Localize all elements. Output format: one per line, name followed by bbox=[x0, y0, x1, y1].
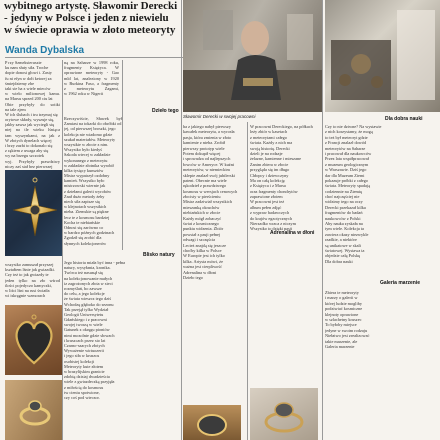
gold-pendant-image bbox=[183, 405, 241, 440]
text-line: Wszystko było kiedyś bbox=[64, 147, 102, 153]
text-line: świata. Każdy z nich ma bbox=[250, 140, 293, 146]
text-line: codziennie na Ziemię bbox=[325, 188, 362, 194]
text-line: w 1962 roku w Nigerii bbox=[64, 91, 104, 97]
text-line: mistrzowski wiernie jak bbox=[64, 183, 106, 189]
text-line: i kruszcach przez sto lat bbox=[64, 337, 106, 343]
text-line: pasja, która zmienia w złoto bbox=[183, 134, 232, 140]
text-line: podziwiać kosmiczne bbox=[325, 306, 363, 312]
text-line: do celu, a jego kolekcje bbox=[64, 291, 105, 297]
text-line: swojej tworzą w wiele bbox=[64, 322, 103, 328]
text-line: której ludzie mogliby bbox=[325, 300, 362, 306]
text-line: zawiera okazy niezwykle bbox=[325, 231, 369, 237]
text-line: powstał z pasji pełnej bbox=[183, 231, 221, 237]
subhead-blisko-natury: Blisko natury bbox=[143, 252, 175, 258]
text-line: Dla dobra nauki bbox=[325, 258, 353, 264]
text-line: Geologii Uniwersytetu bbox=[64, 311, 104, 317]
photo-caption: Sławomir Derecki w swojej pracowni bbox=[183, 114, 256, 119]
text-line: widzimy tego na oczy bbox=[325, 199, 363, 205]
text-line: szukał materiałów. Meteoryty bbox=[64, 136, 116, 142]
article-column-4 bbox=[250, 124, 318, 232]
text-line: rękodzieł z prawdziwego bbox=[183, 183, 227, 189]
text-line: niej na tle wieku lśniąca bbox=[5, 127, 60, 133]
text-line: ba z jakiego nabył pierwszy bbox=[183, 124, 231, 129]
text-line: w szlachetny kruszec bbox=[325, 316, 362, 322]
text-line: Jego historia miała być inna - pełna bbox=[64, 260, 126, 265]
text-line: i marzy o galerii w bbox=[325, 295, 358, 301]
text-line: śmiejdziemy zbe bbox=[5, 80, 34, 86]
text-line: z Francji znalazł dowód bbox=[325, 140, 367, 146]
text-line: taki sie ha z wiele mieców bbox=[5, 85, 51, 91]
text-line: patent. Obecnie ma wiele bbox=[183, 177, 227, 183]
text-line: album pełen zdjęć bbox=[250, 204, 282, 210]
author-byline: Wanda Dybalska bbox=[5, 45, 85, 56]
text-line: ważna jest cierpliwość bbox=[183, 264, 222, 270]
subhead-adrenalina: Adrenalina w dłoni bbox=[270, 230, 315, 236]
headline-line: wybitnego artystę. Sławomir Derecki bbox=[4, 0, 178, 12]
text-line: na tale zjem bbox=[5, 106, 26, 112]
text-line: Mistrz wypatrzył ozdobny bbox=[64, 173, 110, 179]
gold-pendant-icon bbox=[183, 405, 241, 440]
article-headline bbox=[0, 0, 189, 40]
text-line: Przez lata współpracował bbox=[325, 156, 369, 162]
text-line: na kolekcjonowanie małych bbox=[64, 275, 113, 281]
text-line: lecz te z kosmosu bardziej bbox=[64, 214, 110, 220]
text-line: Rzeczywiście, Sławek był bbox=[64, 116, 122, 121]
text-line: swoją historię. Derecki bbox=[250, 145, 290, 151]
text-line: kamień. Wszystko było bbox=[64, 178, 105, 184]
text-line: Zamiast na tokarki do obróbki od bbox=[64, 121, 122, 127]
text-line: kształtem lśnie jak gwiazdki. bbox=[5, 267, 55, 273]
text-line: wi iskręgnie wzmorach bbox=[5, 293, 46, 299]
text-line: dar dla Muzeum Ziemi bbox=[325, 172, 365, 178]
text-line: Zbiera te meteoryty bbox=[325, 290, 359, 295]
text-line: fu ni efyn w dołi ketorej za bbox=[5, 75, 52, 81]
text-line: że świata wieszcz tego dziś bbox=[64, 296, 112, 302]
text-line: Zanim zbiera w złocie bbox=[250, 161, 289, 167]
column-divider bbox=[181, 0, 182, 440]
text-line: zaprawione złotem bbox=[250, 194, 283, 200]
text-line: przygląda się im długo bbox=[250, 167, 290, 173]
text-line: Galeria marzenie bbox=[325, 343, 355, 349]
text-line: Wszystko to dzięki pasji bbox=[250, 226, 293, 232]
text-line: to też był meteoryt gdzie bbox=[325, 134, 368, 140]
text-line: mld lat, znaleziony w 1920 bbox=[64, 75, 119, 81]
text-line: w wielo milionowej kamu. bbox=[5, 91, 60, 97]
text-line: żelazne, kamienne i mieszane bbox=[250, 156, 302, 162]
text-line: Twórca też nasunął się bbox=[64, 270, 103, 276]
text-line: choć najczęściej nie bbox=[325, 194, 360, 200]
text-line: klejnoty oprawione bbox=[325, 311, 359, 317]
text-line: Mistrz zadziwiał wszystkich bbox=[183, 199, 232, 205]
text-line: Czy też to jak gwiazdy te bbox=[5, 272, 49, 278]
text-line: w brazylijskim granicie bbox=[64, 368, 105, 374]
text-line: na Marsu sprzed 200 ciu lat bbox=[5, 96, 53, 102]
article-column-1-lower bbox=[5, 262, 60, 298]
text-line: wy na brzegu szczotek bbox=[5, 153, 45, 159]
text-line: objedzie całą Polskę bbox=[325, 253, 361, 259]
text-line: tym wiele. Kolekcja ta bbox=[325, 226, 364, 232]
text-line: Każdy mógł zobaczyć bbox=[183, 215, 222, 221]
text-line: iz zagrożonych złota w sieci bbox=[64, 280, 113, 286]
text-line: Gatunek z okręgu pioniów bbox=[64, 327, 110, 333]
text-line: Odnosi się zarówno co bbox=[64, 224, 104, 230]
text-line: i jego siła w kruszcu bbox=[64, 353, 100, 359]
text-line: oprawione meteoryty - Gao bbox=[64, 70, 119, 76]
text-line: Zgodził się zrobić dla bbox=[64, 235, 102, 241]
text-line: i pracował dla naukowców bbox=[325, 150, 372, 156]
text-line: To byłoby miejsce bbox=[325, 322, 357, 328]
meteorite-ring-image bbox=[250, 388, 318, 440]
text-line: wiele z gwiazdeczką przyjęła bbox=[64, 379, 115, 385]
display-case-photo bbox=[325, 0, 440, 112]
text-line: z meteorytami całego bbox=[250, 134, 287, 140]
text-line: tam wyszynkami, na jak z bbox=[5, 132, 60, 138]
text-line: W Europie jest ich tylko bbox=[183, 253, 225, 259]
text-line: Wyważenie wirtuozerii bbox=[64, 348, 104, 354]
text-line: meteorytów na Saharze bbox=[325, 145, 366, 151]
text-line: Szkoda wiecej w zakładzie bbox=[64, 152, 111, 158]
text-line: światowej. Wystawa ta bbox=[325, 247, 365, 253]
text-line: pokazuje próbki z całego bbox=[325, 177, 369, 183]
column-divider bbox=[62, 60, 63, 440]
column-divider bbox=[247, 122, 248, 440]
text-line: nimi mozolnie gdzie słowach bbox=[64, 332, 115, 338]
text-line: Chłopcy i dziewczyny bbox=[250, 172, 289, 178]
text-line: kawałek meteorytu, a wyrosła bbox=[183, 129, 235, 135]
text-line: dzieli je na rodzaje bbox=[250, 150, 283, 156]
subhead-dzielo-tego: Dzieło tego bbox=[152, 108, 179, 114]
text-line: czy coś pod wieczor. bbox=[64, 394, 100, 400]
text-line: Czy to nie dziwne? Na wystawie bbox=[325, 124, 382, 129]
heart-pendant-icon bbox=[5, 305, 63, 375]
article-column-5 bbox=[325, 124, 440, 264]
text-line: kamienie z nieba. Zrobił bbox=[183, 140, 225, 146]
text-line: Meteoryty kute złotem bbox=[64, 363, 104, 369]
text-line: Aby nauka zyskała na bbox=[325, 221, 363, 227]
text-line: z miłością do kosmosu bbox=[64, 384, 104, 390]
text-line: punktu widzenia. Zbiór bbox=[183, 226, 224, 232]
text-line: natury, wysyłania, kronika. bbox=[64, 265, 111, 271]
text-line: z rąkiem z uwaga aby się bbox=[5, 148, 49, 154]
text-line: jej, od pierwszej broszki, jego bbox=[64, 126, 116, 132]
text-line: łowców w Ameryce. W kuźni bbox=[183, 161, 235, 167]
text-line: Znał dużo metody żeby bbox=[64, 193, 105, 199]
ring-icon bbox=[5, 380, 63, 440]
text-line: Dzieło tego bbox=[183, 275, 203, 281]
text-line: W złotych dynelach więcej bbox=[5, 137, 52, 143]
article-column-2 bbox=[64, 60, 119, 96]
article-column-2c bbox=[64, 260, 181, 400]
text-line: ną na Saharze w 1998 roku, bbox=[64, 60, 119, 65]
text-line: oraz fragmenty chondrytów bbox=[250, 188, 298, 194]
text-line: niczy zaś stał bez pierwszej bbox=[5, 163, 53, 169]
text-line: Gdańskiego i z pracowni bbox=[64, 317, 107, 323]
text-line: Obie przybyły do sotiki bbox=[5, 101, 60, 107]
text-line: Derecki przekazał kilka bbox=[325, 204, 366, 210]
text-line: w bardzo późnych godzinach bbox=[64, 230, 115, 236]
text-line: i sprowadza od najlepszych bbox=[183, 156, 231, 162]
article-column-1 bbox=[5, 60, 60, 169]
text-line: kolekcja nie wiadomo gdzie bbox=[64, 131, 113, 137]
text-line: meteorytów, w niemieckim bbox=[183, 167, 230, 173]
column-divider bbox=[322, 0, 323, 440]
text-line: jedyne w swoim rodzaju bbox=[325, 327, 368, 333]
text-line: W pracowni jest też bbox=[250, 199, 285, 205]
display-case-icon bbox=[325, 0, 440, 112]
text-line: jakby zawsz jak wyciegli się bbox=[5, 122, 55, 128]
column-divider bbox=[122, 60, 123, 250]
text-line: z dziełami galerii wyrobów bbox=[64, 188, 112, 194]
text-line: do krajów egzotycznych bbox=[250, 215, 292, 221]
text-line: z nich korzystamy, że mogą bbox=[325, 129, 373, 135]
star-pendant-image bbox=[5, 170, 63, 256]
text-line: z wypraw badawczych bbox=[250, 210, 290, 216]
text-line: wszystko zamuszał przyszej bbox=[5, 262, 54, 267]
text-line: sklepie znalazł swój jubilerski bbox=[183, 172, 235, 178]
text-line: kilka tysięcy kunsztów bbox=[64, 167, 104, 173]
heart-pendant-image bbox=[5, 305, 63, 375]
text-line: Wchodzę głęboko do sezonu bbox=[64, 301, 114, 307]
text-line: w klejnotach wszystkich bbox=[64, 204, 107, 210]
text-line: ku nam słuty siła. Troche bbox=[5, 65, 49, 71]
text-line: Nierzadko wraca z niczym bbox=[250, 221, 296, 227]
article-column-2b bbox=[64, 116, 122, 246]
text-line: z meteorytu Zagami, bbox=[64, 85, 119, 91]
text-line: Niełatwo jest zrealizować bbox=[325, 333, 370, 339]
text-line: są unikatowe w skali bbox=[325, 242, 361, 248]
text-line: osobistej kolekcji bbox=[64, 358, 95, 364]
star-pendant-icon bbox=[5, 170, 63, 256]
text-line: jeden tylko na zło wśrod bbox=[5, 277, 60, 283]
text-line: fragmenty Księżyca. W bbox=[64, 65, 119, 71]
text-line: W pracowni Dereckiego, na półkach bbox=[250, 124, 313, 129]
text-line: rozmyślań, bo zawsze bbox=[64, 285, 102, 291]
text-line: w zakładzie złotnika wyrobił bbox=[64, 162, 114, 168]
text-line: Kocha te niebiańskie bbox=[64, 219, 101, 225]
text-line: takie marzenie, ale bbox=[325, 338, 358, 344]
text-line: choćby kilka w Polsce bbox=[183, 247, 222, 253]
text-line: zdobią dzisiaj dwadzieścia bbox=[64, 374, 110, 380]
article-column-5b bbox=[325, 290, 440, 349]
ring-image bbox=[5, 380, 63, 440]
text-line: tw cieniu spotwione, bbox=[64, 389, 100, 395]
text-line: i brzy zazbi to dokonalo się bbox=[5, 143, 53, 148]
byline-rule bbox=[5, 57, 183, 58]
text-line: w Warszawie. Dziś jego bbox=[325, 167, 367, 173]
text-line: Lecież znajdą się jeszcze bbox=[183, 242, 227, 248]
text-line: dopie donosi głowi i. Zasty bbox=[5, 70, 52, 76]
text-line: W ich ślubach i tru trzymaj się bbox=[5, 111, 58, 117]
text-line: ilości pojedyczo kamyczki, bbox=[5, 282, 52, 288]
text-line: P rzy Szmeksieruszie bbox=[5, 60, 42, 65]
headline-line: w świecie oprawia w złoto meteoryty bbox=[4, 24, 176, 36]
text-line: kosmosu w wersjach cenowych bbox=[183, 188, 238, 194]
subhead-galeria-marzenie: Galeria marzenie bbox=[380, 280, 421, 286]
text-line: kilka. Artysta mówi, że bbox=[183, 258, 223, 264]
text-line: niebiańskich w złocie bbox=[183, 210, 221, 216]
text-line: świata. Meteoryty spadają bbox=[325, 183, 370, 189]
text-line: pierwszy prototyp wiele bbox=[183, 145, 225, 151]
meteorite-ring-icon bbox=[250, 388, 318, 440]
text-line: z Księżyca i z Marsa bbox=[250, 183, 286, 189]
text-line: Potem dokupił więcej bbox=[183, 150, 221, 156]
article-column-3 bbox=[183, 124, 245, 270]
text-line: wszystkie w złocie z nim. bbox=[64, 141, 109, 147]
text-line: Czarno-szarych złotych bbox=[64, 343, 105, 348]
text-line: fragmentów do badań bbox=[325, 210, 363, 216]
text-line: mieszanką okruchów bbox=[183, 204, 220, 210]
text-line: z muzeum geologicznym bbox=[325, 161, 369, 167]
text-line: słynnych kolekcjonerów bbox=[64, 240, 107, 246]
subhead-dla-dobra-nauki: Dla dobra nauki bbox=[385, 116, 423, 122]
artist-at-workbench-icon bbox=[183, 0, 323, 112]
text-line: nieba. Ziemskie są piękne bbox=[64, 209, 109, 215]
text-line: naukowców z Polski bbox=[325, 215, 361, 221]
article-column-3b bbox=[183, 270, 318, 281]
text-line: w liści lśni na rusi światła bbox=[5, 287, 50, 293]
text-line: Ma on całą kolekcję bbox=[250, 177, 285, 183]
text-line: wyj. Przybyły prawdziwy bbox=[5, 158, 60, 164]
text-line: złocisty w pierścieniu bbox=[183, 194, 221, 200]
text-line: odwagi i szczęścia bbox=[183, 237, 215, 243]
text-line: niech siła zapisze się bbox=[64, 199, 100, 204]
text-line: w Burkina Faso, a fragmenty bbox=[64, 80, 119, 86]
text-line: Adrenalina w dłoni bbox=[183, 270, 217, 275]
text-line: rzadkie, a niektóre bbox=[325, 237, 357, 243]
text-line: leży zbiór w kasetach bbox=[250, 129, 288, 135]
artist-photo bbox=[183, 0, 323, 112]
text-line: wykonanego z meteorytu bbox=[64, 157, 108, 163]
text-line: świat z kosmicznego bbox=[183, 221, 219, 227]
text-line: Tak przejął tylko Wydział bbox=[64, 306, 109, 312]
text-line: orytowe składy, wyszuje się, bbox=[5, 117, 55, 123]
headline-line: - jedyny w Polsce i jeden z niewielu bbox=[4, 12, 169, 24]
